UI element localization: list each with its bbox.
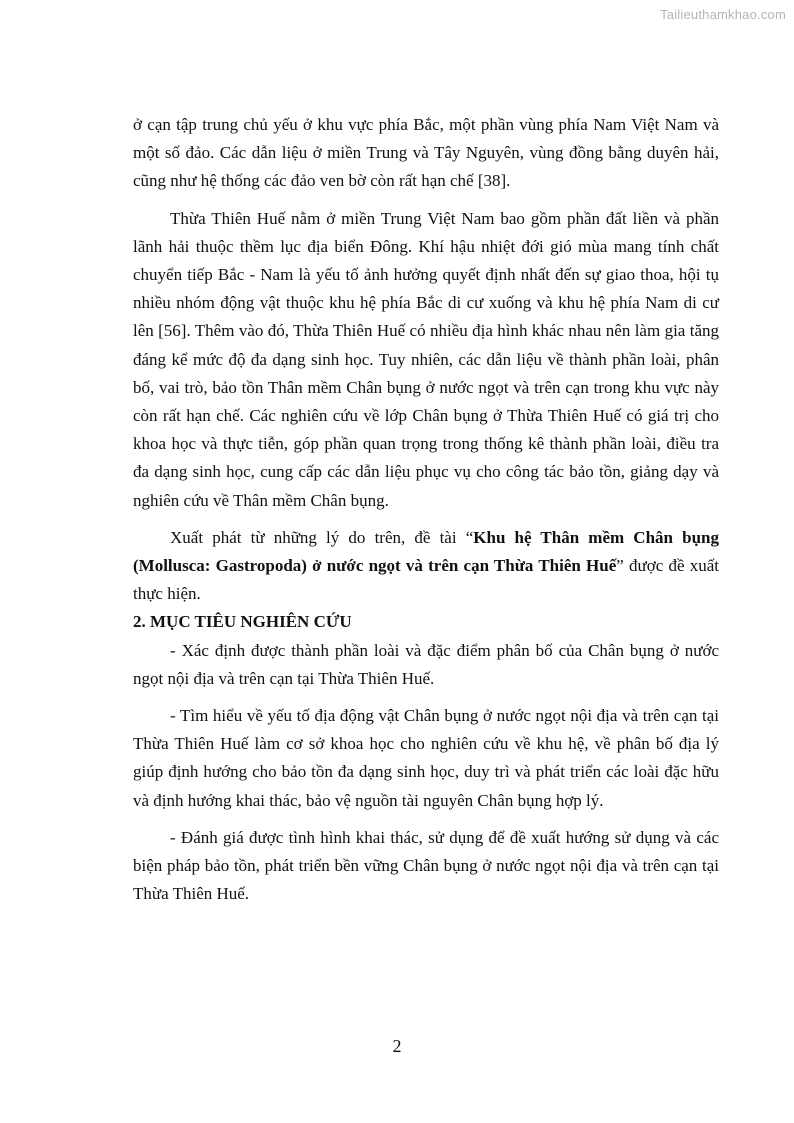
paragraph-2: Thừa Thiên Huế nằm ở miền Trung Việt Nam bao gồm phần đất liền và phần lãnh hải thuộc thềm lục địa biển Đông. Khí hậu nhiệt đới gió mùa mang tính chất chuyển tiếp Bắc - Nam là yếu tố ảnh hưởng quyết định nhất đến sự giao thoa, hội tụ nhiều nhóm động vật thuộc khu hệ phía Bắc di cư xuống và khu hệ phía Nam di cư lên [56]. Thêm vào đó, Thừa Thiên Huế có nhiều địa hình khác nhau nên làm gia tăng đáng kể mức độ đa dạng sinh học. Tuy nhiên, các dẫn liệu về thành phần loài, phân bố, vai trò, bảo tồn Thân mềm Chân bụng ở nước ngọt và trên cạn trong khu vực này còn rất hạn chế. Các nghiên cứu về lớp Chân bụng ở Thừa Thiên Huế có giá trị cho khoa học và thực tiễn, góp phần quan trọng trong thống kê thành phần loài, điều tra đa dạng sinh học, cung cấp các dẫn liệu phục vụ cho công tác bảo tồn, giảng dạy và nghiên cứu về Thân mềm Chân bụng.	[133, 208, 719, 510]
paragraph-1: ở cạn tập trung chủ yếu ở khu vực phía Bắc, một phần vùng phía Nam Việt Nam và một số đảo. Các dẫn liệu ở miền Trung và Tây Nguyên, vùng đồng bằng duyên hải, cũng như hệ thống các đảo ven bờ còn rất hạn chế [38].	[133, 115, 719, 191]
objective-3: - Đánh giá được tình hình khai thác, sử dụng để đề xuất hướng sử dụng và các biện pháp bảo tồn, phát triển bền vững Chân bụng ở nước ngọt nội địa và trên cạn tại Thừa Thiên Huế.	[133, 827, 719, 904]
thesis-title: Khu hệ Thân mềm Chân bụng (Mollusca: Gastropoda) ở nước ngọt và trên cạn Thừa Thiên Huế	[133, 527, 720, 576]
paragraph-3	[133, 524, 719, 609]
body-text	[133, 111, 719, 917]
section-heading: 2. MỤC TIÊU NGHIÊN CỨU	[133, 612, 352, 632]
paragraph-3-tail: ” được đề xuất thực hiện.	[133, 556, 719, 604]
objective-1: - Xác định được thành phần loài và đặc điểm phân bố của Chân bụng ở nước ngọt nội địa và trên cạn tại Thừa Thiên Huế.	[133, 640, 719, 688]
paragraph-3-lead: Xuất phát từ những lý do trên, đề tài “	[170, 527, 474, 547]
watermark: Tailieuthamkhao.com	[660, 7, 786, 22]
page-number: 2	[392, 1036, 402, 1056]
objective-2: - Tìm hiểu về yếu tố địa động vật Chân bụng ở nước ngọt nội địa và trên cạn tại Thừa Thiên Huế làm cơ sở khoa học cho nghiên cứu về khu hệ, về phân bố địa lý giúp định hướng cho bảo tồn đa dạng sinh học, duy trì và phát triển các loài đặc hữu và định hướng khai thác, bảo vệ nguồn tài nguyên Chân bụng hợp lý.	[133, 706, 719, 810]
